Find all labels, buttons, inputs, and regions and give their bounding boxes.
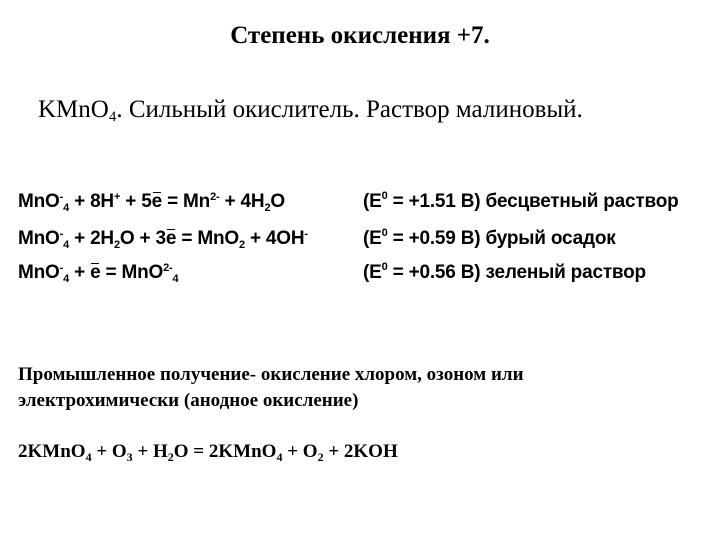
electron-symbol: e (165, 228, 177, 249)
reaction-potential-alkaline: ($E^0 = +0.56$ B) зеленый раствор (363, 261, 646, 283)
formula-subscript: 4 (108, 109, 117, 125)
permanganate-description (38, 96, 583, 126)
electron-symbol: e (151, 191, 162, 212)
reaction-equation-alkaline: MnO-$_4$ + e = MnO$^{2-}_4$ (18, 262, 179, 285)
industrial-text-line-1: Промышленное получение- окисление хлором, озоном или (18, 364, 524, 385)
description-text: . Сильный окислитель. Раствор малиновый. (116, 96, 583, 123)
final-equation: 2KMnO$_4$ + $O_3 + H_2O$ = 2KMnO$_4$ + $O_2 + 2KOH$ (18, 441, 398, 464)
reaction-potential-acidic: ($E^0 = +1.51$ B) бесцветный раствор (363, 190, 679, 212)
formula-kmn: KMn (38, 96, 91, 123)
reaction-potential-neutral: ($E^0 = +0.59$ B) бурый осадок (363, 227, 616, 249)
formula-o: O (90, 96, 109, 123)
industrial-text-line-2: электрохимически (анодное окисление) (18, 390, 359, 411)
reaction-equation-acidic: $MnO^-_4 + 8H^+ + 5e = Mn^{2-} + 4H_2O$ (18, 191, 285, 214)
reaction-equation-neutral: $MnO^-_4 + 2H_2O + 3e = MnO_2 + 4OH^-$ (18, 228, 308, 251)
electron-symbol: e (90, 262, 101, 283)
slide-title: Степень окисления +7. (230, 22, 490, 49)
